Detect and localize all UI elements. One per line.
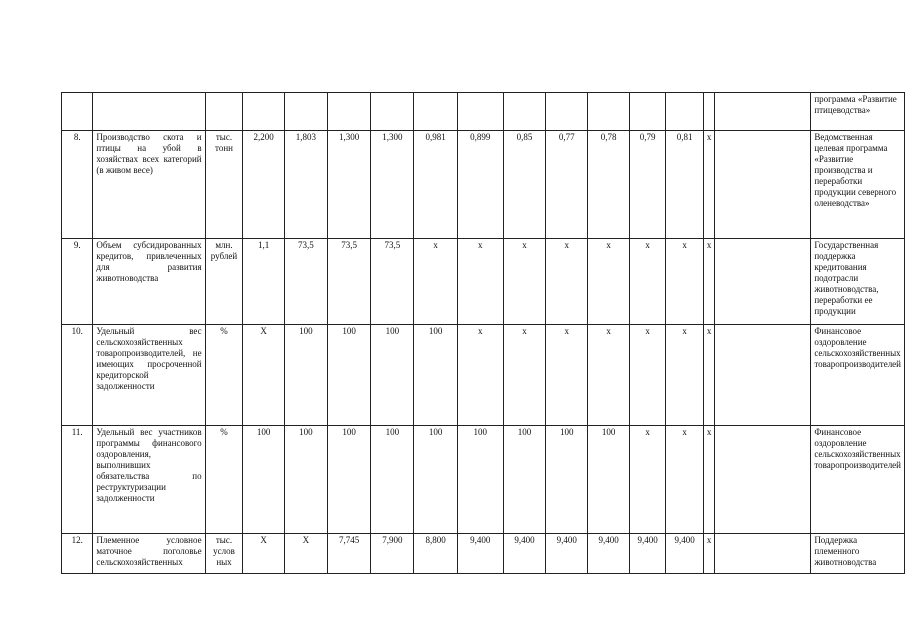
value-cell: 9,400 — [588, 534, 629, 574]
value-cell: х — [414, 239, 457, 325]
value-cell: х — [703, 426, 715, 534]
program-cell: Финансовое оздоровление сельскохозяйственных товаропроизводителей — [811, 426, 905, 534]
value-cell: 100 — [284, 325, 327, 426]
value-cell: 100 — [371, 325, 414, 426]
value-cell: х — [666, 239, 704, 325]
program-cell: Финансовое оздоровление сельскохозяйственных товаропроизводителей — [811, 325, 905, 426]
indicator-name-cell: Производство скота и птицы на убой в хозяйствах всех категорий (в живом весе) — [93, 131, 205, 239]
row-number-cell: 8. — [62, 131, 93, 239]
value-cell: 100 — [371, 426, 414, 534]
unit-cell: тыс. услов ных — [205, 534, 243, 574]
table-row — [62, 131, 905, 239]
table-row — [62, 93, 905, 131]
program-cell: Ведомственная целевая программа «Развитие производства и переработки продукции северного оленеводства» — [811, 131, 905, 239]
value-cell — [666, 93, 704, 131]
value-cell — [503, 93, 545, 131]
value-cell: 73,5 — [371, 239, 414, 325]
value-cell: 9,400 — [546, 534, 588, 574]
value-cell: 100 — [414, 325, 457, 426]
value-cell — [629, 93, 666, 131]
value-cell: х — [703, 325, 715, 426]
value-cell: 0,981 — [414, 131, 457, 239]
value-cell: х — [629, 239, 666, 325]
value-cell: Х — [284, 534, 327, 574]
value-cell — [715, 93, 811, 131]
value-cell: 9,400 — [503, 534, 545, 574]
value-cell: х — [703, 534, 715, 574]
value-cell: х — [703, 131, 715, 239]
value-cell: х — [546, 325, 588, 426]
value-cell: 7,745 — [327, 534, 370, 574]
value-cell: 100 — [243, 426, 284, 534]
value-cell — [327, 93, 370, 131]
row-number-cell: 12. — [62, 534, 93, 574]
value-cell: 73,5 — [284, 239, 327, 325]
indicator-name-cell: Племенное условное маточное поголовье сельскохозяйственных — [93, 534, 205, 574]
indicator-name-cell: Удельный вес участников программы финансового оздоровления, выполнивших обязательства по реструктуризации задолженности — [93, 426, 205, 534]
value-cell: 9,400 — [629, 534, 666, 574]
value-cell: 1,300 — [327, 131, 370, 239]
value-cell: 100 — [327, 325, 370, 426]
value-cell — [715, 426, 811, 534]
value-cell: 1,803 — [284, 131, 327, 239]
value-cell: 9,400 — [666, 534, 704, 574]
indicator-name-cell — [93, 93, 205, 131]
value-cell: 9,400 — [457, 534, 503, 574]
program-cell: Поддержка племенного животноводства — [811, 534, 905, 574]
table-row — [62, 534, 905, 574]
value-cell: 1,1 — [243, 239, 284, 325]
value-cell — [715, 131, 811, 239]
value-cell — [457, 93, 503, 131]
value-cell — [371, 93, 414, 131]
unit-cell: млн. рублей — [205, 239, 243, 325]
value-cell: х — [503, 325, 545, 426]
value-cell — [546, 93, 588, 131]
value-cell — [715, 239, 811, 325]
value-cell — [715, 325, 811, 426]
value-cell: 100 — [284, 426, 327, 534]
value-cell: х — [629, 325, 666, 426]
value-cell: х — [546, 239, 588, 325]
unit-cell: % — [205, 426, 243, 534]
value-cell: х — [666, 426, 704, 534]
value-cell — [715, 534, 811, 574]
value-cell: х — [666, 325, 704, 426]
row-number-cell: 9. — [62, 239, 93, 325]
value-cell — [588, 93, 629, 131]
table-row — [62, 239, 905, 325]
value-cell: 100 — [327, 426, 370, 534]
value-cell: 100 — [503, 426, 545, 534]
value-cell: 0,79 — [629, 131, 666, 239]
value-cell: 2,200 — [243, 131, 284, 239]
value-cell: х — [503, 239, 545, 325]
value-cell: 0,85 — [503, 131, 545, 239]
value-cell: х — [703, 239, 715, 325]
value-cell: 100 — [546, 426, 588, 534]
value-cell: х — [588, 239, 629, 325]
value-cell: х — [629, 426, 666, 534]
indicators-table — [61, 92, 905, 574]
value-cell — [703, 93, 715, 131]
value-cell: 8,800 — [414, 534, 457, 574]
program-cell: программа «Развитие птицеводства» — [811, 93, 905, 131]
value-cell: 100 — [414, 426, 457, 534]
value-cell: х — [457, 239, 503, 325]
indicator-name-cell: Объем субсидированных кредитов, привлеченных для развития животноводства — [93, 239, 205, 325]
value-cell: Х — [243, 534, 284, 574]
value-cell: 0,77 — [546, 131, 588, 239]
row-number-cell: 11. — [62, 426, 93, 534]
value-cell: х — [588, 325, 629, 426]
value-cell: 0,78 — [588, 131, 629, 239]
unit-cell: тыс. тонн — [205, 131, 243, 239]
value-cell — [284, 93, 327, 131]
row-number-cell — [62, 93, 93, 131]
value-cell — [243, 93, 284, 131]
table-row — [62, 426, 905, 534]
value-cell: 100 — [457, 426, 503, 534]
indicator-name-cell: Удельный вес сельскохозяйственных товаропроизводителей, не имеющих просроченной кредиторской задолженности — [93, 325, 205, 426]
unit-cell: % — [205, 325, 243, 426]
value-cell: 1,300 — [371, 131, 414, 239]
value-cell — [414, 93, 457, 131]
value-cell: 100 — [588, 426, 629, 534]
unit-cell — [205, 93, 243, 131]
row-number-cell: 10. — [62, 325, 93, 426]
value-cell: Х — [243, 325, 284, 426]
value-cell: х — [457, 325, 503, 426]
program-cell: Государственная поддержка кредитования подотрасли животноводства, переработки ее продукции — [811, 239, 905, 325]
table-row — [62, 325, 905, 426]
value-cell: 0,81 — [666, 131, 704, 239]
value-cell: 7,900 — [371, 534, 414, 574]
value-cell: 73,5 — [327, 239, 370, 325]
value-cell: 0,899 — [457, 131, 503, 239]
